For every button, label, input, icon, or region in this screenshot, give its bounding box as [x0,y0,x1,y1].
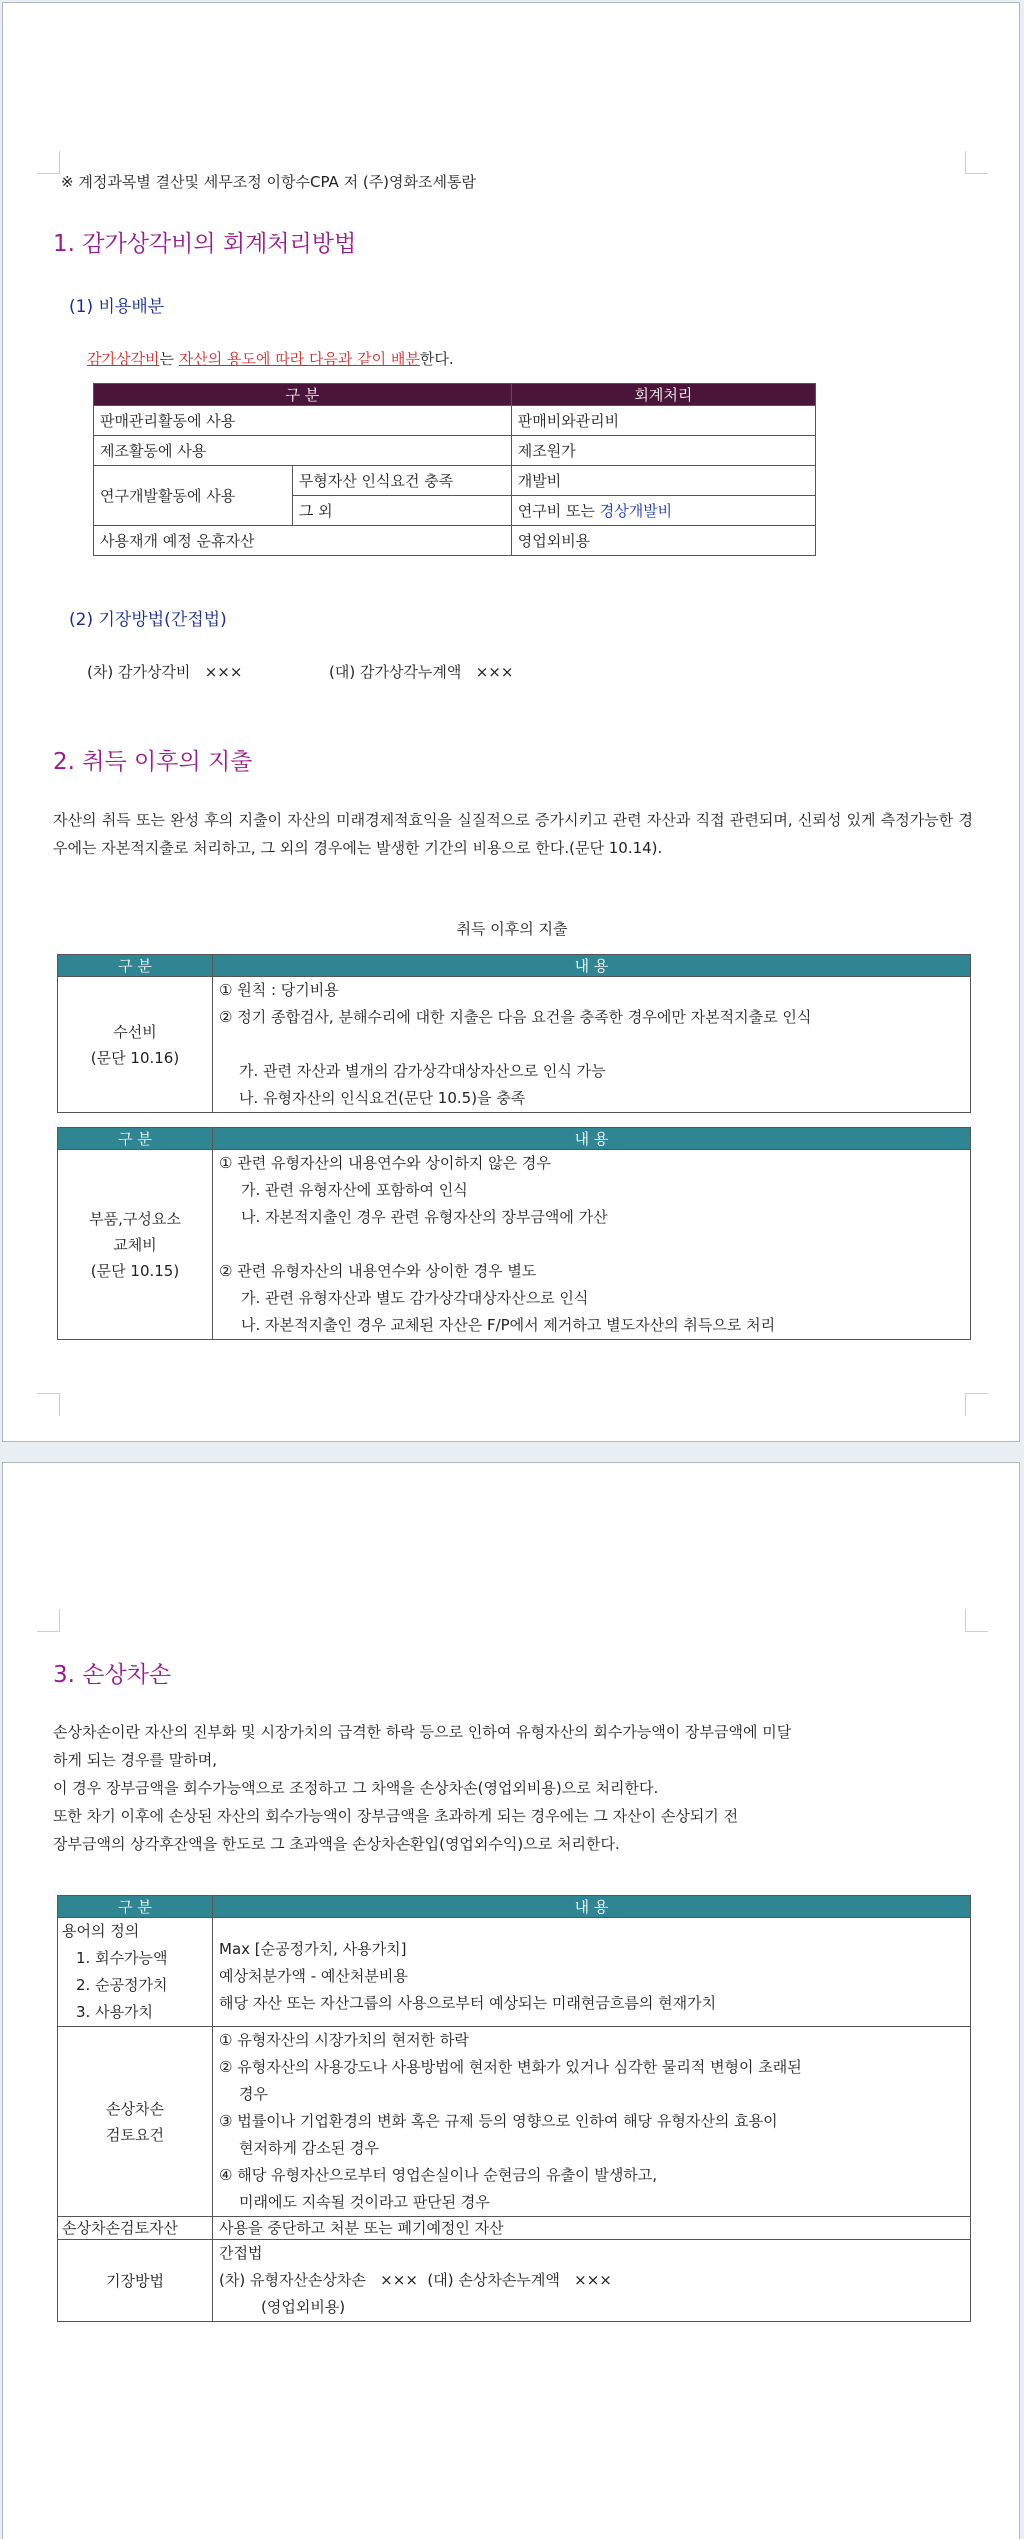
table-cell: 영업외비용 [511,526,815,556]
row-label [58,1150,213,1340]
table-header: 구 분 [58,955,213,977]
row-content [213,1918,971,2027]
allocation-sentence [87,348,454,369]
corner-mark [965,1609,988,1632]
subsection-1-title: (1) 비용배분 [69,297,165,317]
table-cell [511,496,815,526]
table-row [94,526,816,556]
corner-mark [37,151,60,174]
paragraph-line: 또한 차기 이후에 손상된 자산의 회수가능액이 장부금액을 초과하게 되는 경우에는 그 자산이 손상되기 전 [53,1807,739,1825]
table-header: 내 용 [213,1128,971,1150]
row-label-line: (문단 10.16) [90,1048,180,1067]
content-line: (영업외비용) [261,2298,346,2316]
row-content [213,2027,971,2217]
content-line: Max [순공정가치, 사용가치] [219,1939,407,1958]
section-2-title: 2. 취득 이후의 지출 [53,749,253,775]
content-line: 가. 관련 유형자산과 별도 감가상각대상자산으로 인식 [241,1289,589,1307]
journal-entry-credit: (대) 감가상각누계액 ××× [329,663,514,681]
journal-entry-debit: (차) 감가상각비 ××× [87,663,243,681]
content-line: 나. 자본적지출인 경우 관련 유형자산의 장부금액에 가산 [241,1208,608,1226]
content-line: 해당 자산 또는 자산그룹의 사용으로부터 예상되는 미래현금흐름의 현재가치 [219,1993,717,2012]
row-label-line: 1. 회수가능액 [76,1949,168,1967]
corner-mark [37,1609,60,1632]
corner-mark [965,151,988,174]
content-line: (차) 유형자산손상차손 ××× (대) 손상차손누계액 ××× [219,2271,612,2289]
row-label: 기장방법 [58,2240,213,2322]
content-line: ③ 법률이나 기업환경의 변화 혹은 규제 등의 영향으로 인하여 해당 유형자산의 효용이 [219,2112,778,2130]
repair-cost-table [57,954,971,1113]
table-header-row [94,384,816,406]
impairment-table [57,1895,971,2322]
table-header-row [58,1896,971,1918]
table-cell: 연구개발활동에 사용 [94,466,293,526]
content-line: 나. 유형자산의 인식요건(문단 10.5)을 충족 [239,1089,526,1107]
content-line: ① 원칙 : 당기비용 [219,981,339,999]
content-line: ② 정기 종합검사, 분해수리에 대한 지출은 다음 요건을 충족한 경우에만 자본적지출로 인식 [219,1008,812,1026]
table-row [58,1150,971,1340]
table-header: 내 용 [213,955,971,977]
row-label-line: 부품,구성요소 [89,1209,181,1228]
row-label-line: 교체비 [113,1235,157,1254]
table-caption: 취득 이후의 지출 [456,920,568,938]
section-2-paragraph: 자산의 취득 또는 완성 후의 지출이 자산의 미래경제적효익을 실질적으로 증가시키고 관련 자산과 직접 관련되며, 신뢰성 있게 측정가능한 경우에는 자본적지출로 처리하고, 그 외의 경우에는 발생한 기간의 비용으로 한다.(문단 10.14). [53,811,973,857]
row-content: 사용을 중단하고 처분 또는 폐기예정인 자산 [213,2217,971,2240]
row-content [213,2240,971,2322]
content-line: 가. 관련 유형자산에 포함하여 인식 [241,1181,468,1199]
row-label-line: 검토요건 [106,2125,164,2144]
content-line: 현저하게 감소된 경우 [239,2139,379,2157]
corner-mark [37,1393,60,1416]
document-page-2 [2,1462,1020,2539]
paragraph-line: 손상차손이란 자산의 진부화 및 시장가치의 급격한 하락 등으로 인하여 유형자산의 회수가능액이 장부금액에 미달 [53,1723,792,1741]
content-line: 나. 자본적지출인 경우 교체된 자산은 F/P에서 제거하고 별도자산의 취득으로 처리 [241,1316,776,1334]
table-row [58,2027,971,2217]
content-line [219,1231,964,1258]
content-line: 미래에도 지속될 것이라고 판단된 경우 [239,2193,490,2211]
reference-note: ※ 계정과목별 결산및 세무조정 이항수CPA 저 (주)영화조세통람 [61,173,476,191]
table-row [94,466,816,496]
allocation-phrase: 자산의 용도에 따라 다음과 같이 배분 [178,350,420,368]
content-line: ② 관련 유형자산의 내용연수와 상이한 경우 별도 [219,1262,537,1280]
table-cell: 제조원가 [511,436,815,466]
sentence-part: 는 [159,350,179,368]
table-cell: 사용재개 예정 운휴자산 [94,526,512,556]
row-label-line: 용어의 정의 [62,1922,140,1940]
row-label-line: 손상차손 [106,2099,164,2118]
subsection-2-title: (2) 기장방법(간접법) [69,610,227,630]
content-line: ④ 해당 유형자산으로부터 영업손실이나 순현금의 유출이 발생하고, [219,2166,658,2184]
table-header: 구 분 [58,1128,213,1150]
table-header: 내 용 [213,1896,971,1918]
table-cell: 개발비 [511,466,815,496]
paragraph-line: 하게 되는 경우를 말하며, [53,1751,217,1769]
table-row [58,2240,971,2322]
table-header: 회계처리 [511,384,815,406]
allocation-table [93,383,816,556]
table-header-row [58,1128,971,1150]
table-header-row [58,955,971,977]
table-cell: 판매비와관리비 [511,406,815,436]
content-line: ① 관련 유형자산의 내용연수와 상이하지 않은 경우 [219,1154,551,1172]
content-line: ② 유형자산의 사용강도나 사용방법에 현저한 변화가 있거나 심각한 물리적 변형이 초래된 [219,2058,802,2076]
row-label-line: 2. 순공정가치 [76,1976,168,1994]
depreciation-term: 감가상각비 [87,350,160,368]
cell-text: 연구비 또는 [517,502,600,520]
section-1-title: 1. 감가상각비의 회계처리방법 [53,231,357,257]
row-label [58,1918,213,2027]
row-label-line: (문단 10.15) [90,1261,180,1280]
content-line: 가. 관련 자산과 별개의 감가상각대상자산으로 인식 가능 [239,1062,606,1080]
table-cell: 그 외 [292,496,511,526]
content-line: ① 유형자산의 시장가치의 현저한 하락 [219,2031,469,2049]
content-line [219,1031,964,1058]
sentence-part: 한다. [419,350,454,368]
row-label [58,2027,213,2217]
table-cell: 제조활동에 사용 [94,436,512,466]
paragraph-line: 이 경우 장부금액을 회수가능액으로 조정하고 그 차액을 손상차손(영업외비용)으로 처리한다. [53,1779,659,1797]
row-content [213,977,971,1113]
document-page-1 [2,2,1020,1442]
table-row [58,977,971,1113]
content-line: 경우 [239,2085,268,2103]
table-row [58,2217,971,2240]
table-header: 구 분 [58,1896,213,1918]
table-header: 구 분 [94,384,512,406]
table-cell: 무형자산 인식요건 충족 [292,466,511,496]
table-row [58,1918,971,2027]
cell-text-highlight: 경상개발비 [599,502,673,520]
section-3-title: 3. 손상차손 [53,1662,172,1688]
paragraph-line: 장부금액의 상각후잔액을 한도로 그 초과액을 손상차손환입(영업외수익)으로 처리한다. [53,1835,620,1853]
table-row [94,436,816,466]
table-cell: 판매관리활동에 사용 [94,406,512,436]
row-label: 손상차손검토자산 [58,2217,213,2240]
row-content [213,1150,971,1340]
corner-mark [965,1393,988,1416]
content-line: 간접법 [219,2244,263,2262]
row-label-line: 3. 사용가치 [76,2003,154,2021]
row-label-line: 수선비 [113,1022,157,1041]
table-row [94,406,816,436]
section-3-paragraph [53,1718,983,1858]
component-replacement-table [57,1127,971,1340]
content-line: 예상처분가액 - 예산처분비용 [219,1966,408,1985]
row-label [58,977,213,1113]
